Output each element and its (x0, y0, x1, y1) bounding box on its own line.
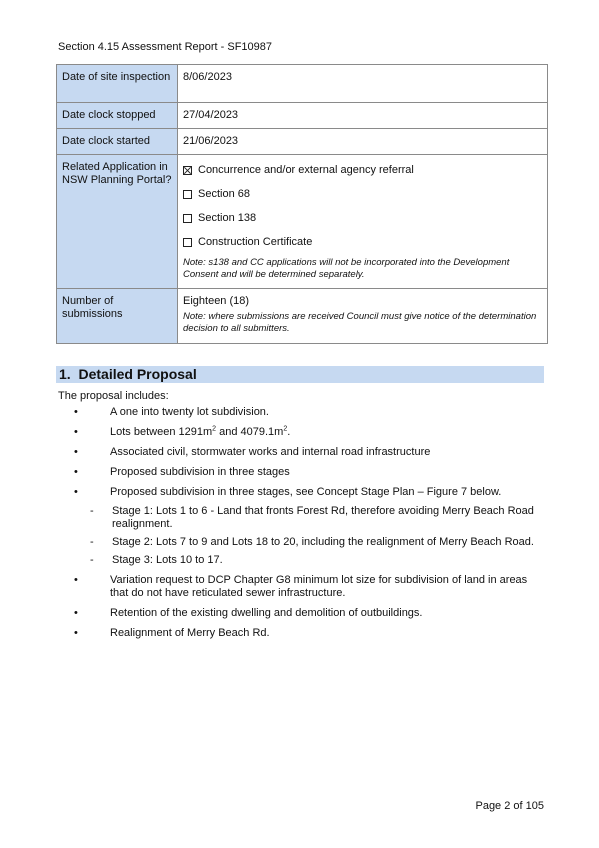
list-item (58, 406, 548, 419)
list-item (58, 627, 548, 640)
checkbox-icon[interactable] (183, 214, 192, 223)
list-item (58, 574, 548, 600)
section-heading (56, 366, 544, 383)
submissions-value: Eighteen (18) (183, 295, 250, 307)
lots-text-end: . (287, 426, 291, 438)
list-item (58, 466, 548, 479)
bullet-icon: • (74, 446, 78, 458)
table-row (57, 129, 548, 155)
bullet-icon: • (74, 574, 78, 586)
sub-list-item-text: Stage 1: Lots 1 to 6 - Land that fronts Forest Rd, therefore avoiding Merry Beach Road realignment. (112, 505, 534, 530)
clock-started-label: Date clock started (57, 129, 178, 155)
section-title: Detailed Proposal (78, 366, 197, 382)
proposal-list (58, 406, 548, 640)
list-item-text: Proposed subdivision in three stages (110, 466, 290, 478)
clock-stopped-label: Date clock stopped (57, 103, 178, 129)
dash-marker: - (90, 536, 94, 548)
table-row (57, 65, 548, 103)
list-item (58, 486, 548, 499)
list-item-text: Retention of the existing dwelling and demolition of outbuildings. (110, 607, 423, 619)
list-item-text (96, 426, 290, 439)
sub-list-item (58, 536, 548, 549)
related-application-note: Note: s138 and CC applications will not be incorporated into the Development Consent and will be determined separately. (183, 257, 510, 280)
related-application-label: Related Application in NSW Planning Portal? (57, 155, 178, 289)
dash-marker: - (90, 505, 94, 517)
bullet-icon: • (74, 607, 78, 619)
list-item (58, 446, 548, 459)
sub-list-item (58, 554, 548, 567)
section-number: 1. (59, 366, 71, 382)
checkbox-icon[interactable] (183, 238, 192, 247)
submissions-cell (178, 289, 548, 344)
site-inspection-label: Date of site inspection (57, 65, 178, 103)
submissions-note: Note: where submissions are received Council must give notice of the determination decision to all submitters. (183, 311, 537, 334)
bullet-icon: • (74, 426, 78, 438)
site-inspection-value: 8/06/2023 (178, 65, 548, 103)
option-label: Construction Certificate (198, 235, 313, 248)
submissions-label: Number of submissions (57, 289, 178, 344)
sub-list-item-text: Stage 3: Lots 10 to 17. (112, 554, 223, 566)
lots-text-start: Lots between 1291m (110, 426, 213, 438)
bullet-icon: • (74, 486, 78, 498)
application-details-table (56, 64, 548, 344)
table-row (57, 155, 548, 289)
clock-started-value: 21/06/2023 (178, 129, 548, 155)
superscript: 2 (212, 425, 217, 433)
option-label: Section 138 (198, 211, 257, 224)
option-row (183, 158, 542, 182)
dash-marker: - (90, 554, 94, 566)
checkbox-icon[interactable] (183, 190, 192, 199)
sub-list-item (58, 505, 548, 531)
table-row (57, 289, 548, 344)
bullet-icon: • (74, 466, 78, 478)
option-label: Concurrence and/or external agency referral (198, 163, 414, 176)
sub-list-item-text: Stage 2: Lots 7 to 9 and Lots 18 to 20, including the realignment of Merry Beach Road. (112, 536, 534, 548)
list-item (58, 426, 548, 439)
list-item-text: Variation request to DCP Chapter G8 minimum lot size for subdivision of land in areas that do not have reticulated sewer infrastructure. (110, 574, 528, 599)
related-application-options (178, 155, 548, 289)
section-intro: The proposal includes: (58, 390, 169, 402)
list-item-text: Realignment of Merry Beach Rd. (110, 627, 270, 639)
report-header: Section 4.15 Assessment Report - SF10987 (58, 41, 273, 53)
option-label: Section 68 (198, 187, 250, 200)
bullet-icon: • (74, 406, 78, 418)
list-item (58, 607, 548, 620)
bullet-icon: • (74, 627, 78, 639)
checkbox-checked-icon[interactable] (183, 166, 192, 175)
list-item-text: Associated civil, stormwater works and internal road infrastructure (110, 446, 431, 458)
option-row (183, 182, 542, 206)
page-number: Page 2 of 105 (475, 800, 544, 812)
table-row (57, 103, 548, 129)
option-row (183, 230, 542, 254)
clock-stopped-value: 27/04/2023 (178, 103, 548, 129)
superscript: 2 (283, 425, 288, 433)
list-item-text: A one into twenty lot subdivision. (110, 406, 269, 418)
lots-text-mid: and 4079.1m (216, 426, 284, 438)
option-row (183, 206, 542, 230)
list-item-text: Proposed subdivision in three stages, see Concept Stage Plan – Figure 7 below. (110, 486, 502, 498)
